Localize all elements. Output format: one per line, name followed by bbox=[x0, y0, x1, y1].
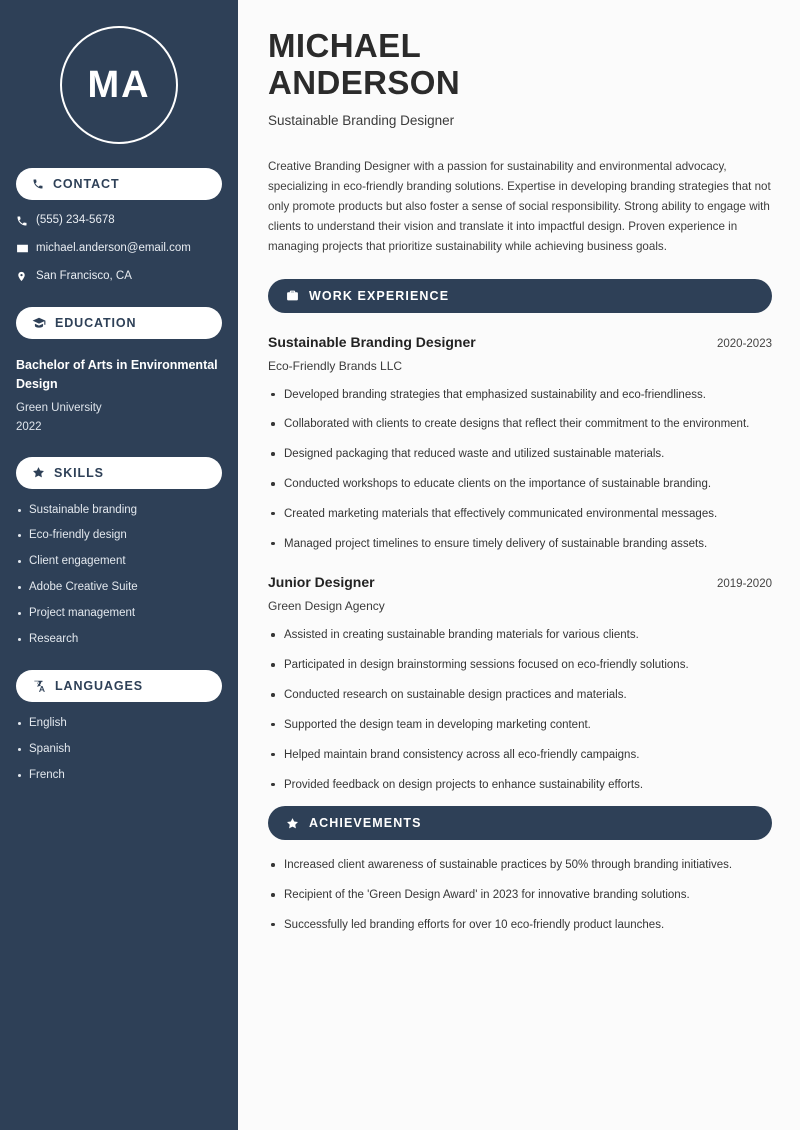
list-item: Designed packaging that reduced waste and utilized sustainable materials. bbox=[268, 446, 772, 464]
list-item: Managed project timelines to ensure timely delivery of sustainable branding assets. bbox=[268, 536, 772, 554]
list-item: Client engagement bbox=[16, 555, 222, 569]
contact-email-value: michael.anderson@email.com bbox=[36, 241, 191, 254]
achievements-list bbox=[268, 857, 772, 934]
list-item: Conducted research on sustainable design practices and materials. bbox=[268, 687, 772, 705]
star-icon bbox=[286, 817, 299, 830]
work-experience-heading-label: WORK EXPERIENCE bbox=[309, 288, 450, 303]
achievements-heading bbox=[268, 806, 772, 840]
list-item: Project management bbox=[16, 607, 222, 621]
contact-section bbox=[16, 168, 222, 283]
contact-location-value: San Francisco, CA bbox=[36, 269, 132, 282]
list-item: Participated in design brainstorming sessions focused on eco-friendly solutions. bbox=[268, 657, 772, 675]
contact-heading bbox=[16, 168, 222, 200]
skills-heading-label: SKILLS bbox=[54, 465, 104, 480]
contact-list bbox=[16, 214, 222, 283]
briefcase-icon bbox=[286, 289, 299, 302]
job-company: Eco-Friendly Brands LLC bbox=[268, 358, 403, 373]
list-item: Adobe Creative Suite bbox=[16, 581, 222, 595]
page-title bbox=[268, 28, 772, 102]
skills-heading bbox=[16, 457, 222, 489]
location-pin-icon bbox=[16, 270, 36, 283]
education-year: 2022 bbox=[16, 420, 42, 433]
list-item: Helped maintain brand consistency across all eco-friendly campaigns. bbox=[268, 747, 772, 765]
job-entry bbox=[268, 334, 772, 554]
job-bullets bbox=[268, 387, 772, 554]
list-item: Increased client awareness of sustainable practices by 50% through branding initiatives. bbox=[268, 857, 772, 875]
job-title: Junior Designer bbox=[268, 574, 375, 591]
sidebar bbox=[0, 0, 238, 1130]
languages-list bbox=[16, 717, 222, 782]
list-item: Successfully led branding efforts for over 10 eco-friendly product launches. bbox=[268, 917, 772, 935]
star-icon bbox=[32, 466, 45, 479]
list-item: Provided feedback on design projects to enhance sustainability efforts. bbox=[268, 777, 772, 795]
list-item: Research bbox=[16, 633, 222, 647]
job-header bbox=[268, 574, 772, 590]
graduation-cap-icon bbox=[32, 316, 46, 330]
avatar-initials: MA bbox=[60, 26, 178, 144]
languages-section bbox=[16, 670, 222, 782]
education-degree: Bachelor of Arts in Environmental Design bbox=[16, 358, 218, 391]
skills-list bbox=[16, 504, 222, 647]
job-entry bbox=[268, 574, 772, 794]
list-item: Collaborated with clients to create designs that reflect their commitment to the environment. bbox=[268, 416, 772, 434]
contact-email[interactable] bbox=[16, 242, 222, 256]
achievements-heading-label: ACHIEVEMENTS bbox=[309, 816, 422, 831]
job-date: 2019-2020 bbox=[717, 578, 772, 591]
list-item: Sustainable branding bbox=[16, 504, 222, 518]
skills-section bbox=[16, 457, 222, 647]
list-item: Spanish bbox=[16, 743, 222, 757]
phone-icon bbox=[16, 215, 36, 227]
job-title: Sustainable Branding Designer bbox=[268, 333, 476, 350]
job-company: Green Design Agency bbox=[268, 599, 385, 614]
contact-phone-value: (555) 234-5678 bbox=[36, 214, 115, 226]
first-name: MICHAEL bbox=[268, 27, 422, 64]
envelope-icon bbox=[16, 242, 36, 255]
list-item: French bbox=[16, 769, 222, 783]
job-date: 2020-2023 bbox=[717, 337, 772, 350]
contact-phone[interactable] bbox=[16, 214, 222, 228]
list-item: Recipient of the 'Green Design Award' in 2023 for innovative branding solutions. bbox=[268, 887, 772, 905]
last-name: ANDERSON bbox=[268, 63, 461, 101]
avatar-container bbox=[16, 26, 222, 144]
contact-heading-label: CONTACT bbox=[53, 177, 120, 191]
list-item: Developed branding strategies that emphasized sustainability and eco-friendliness. bbox=[268, 387, 772, 405]
education-heading bbox=[16, 307, 222, 339]
list-item: English bbox=[16, 717, 222, 731]
list-item: Assisted in creating sustainable branding materials for various clients. bbox=[268, 627, 772, 645]
list-item: Created marketing materials that effectively communicated environmental messages. bbox=[268, 506, 772, 524]
education-heading-label: EDUCATION bbox=[55, 316, 137, 331]
education-section bbox=[16, 307, 222, 432]
job-bullets bbox=[268, 627, 772, 794]
profile-summary: Creative Branding Designer with a passion for sustainability and environmental advocacy, specializing in eco-friendly branding solutions. Expertise in developing branding strategies that not only promote products but also foster a sense of social responsibility. Strong ability to engage with clients to understand their vision and translate it into impactful design. Proven experience in managing projects that prioritize sustainability while achieving business goals. bbox=[268, 159, 771, 253]
list-item: Supported the design team in developing marketing content. bbox=[268, 717, 772, 735]
job-header bbox=[268, 334, 772, 350]
languages-heading-label: LANGUAGES bbox=[55, 679, 143, 694]
work-experience-heading bbox=[268, 279, 772, 313]
languages-heading bbox=[16, 670, 222, 702]
education-school: Green University bbox=[16, 401, 102, 414]
contact-location[interactable] bbox=[16, 270, 222, 284]
language-icon bbox=[32, 679, 46, 693]
phone-icon bbox=[32, 178, 44, 190]
main-content bbox=[238, 0, 800, 1130]
list-item: Conducted workshops to educate clients on the importance of sustainable branding. bbox=[268, 476, 772, 494]
list-item: Eco-friendly design bbox=[16, 529, 222, 543]
job-role-subtitle: Sustainable Branding Designer bbox=[268, 112, 455, 128]
